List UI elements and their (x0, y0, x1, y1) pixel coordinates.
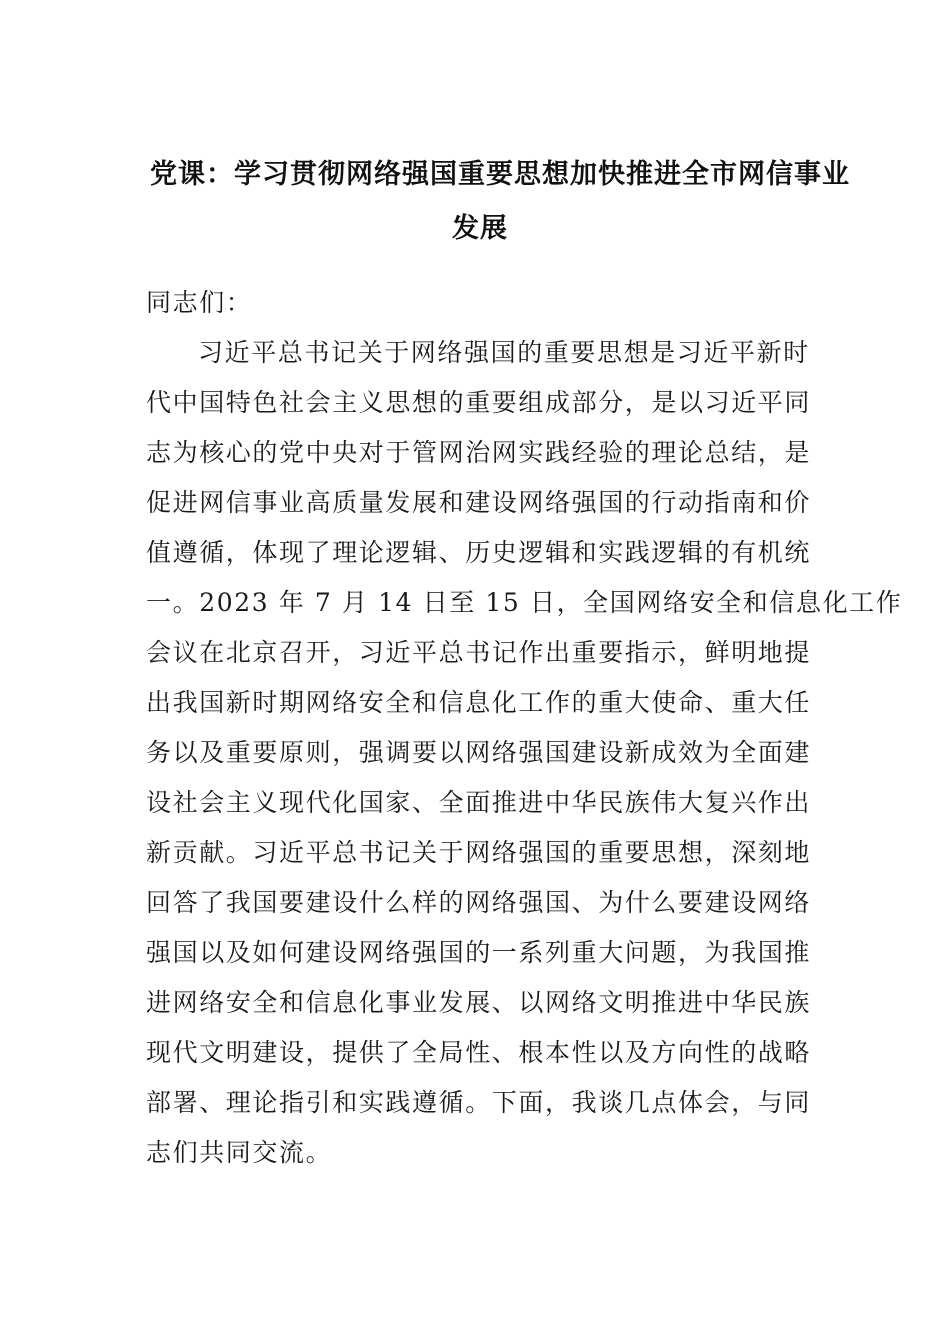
paragraph-line: 志为核心的党中央对于管网治网实践经验的理论总结，是 (146, 438, 812, 467)
paragraph-line: 新贡献。习近平总书记关于网络强国的重要思想，深刻地 (146, 838, 812, 867)
paragraph-line: 现代文明建设，提供了全局性、根本性以及方向性的战略 (146, 1038, 812, 1067)
paragraph-line: 出我国新时期网络安全和信息化工作的重大使命、重大任 (146, 688, 812, 717)
paragraph-line: 务以及重要原则，强调要以网络强国建设新成效为全面建 (146, 738, 812, 767)
title-line-1: 党课：学习贯彻网络强国重要思想加快推进全市网信事业 (150, 159, 850, 190)
document-title (150, 148, 850, 256)
paragraph-line: 强国以及如何建设网络强国的一系列重大问题，为我国推 (146, 938, 812, 967)
paragraph-line: 习近平总书记关于网络强国的重要思想是习近平新时 (198, 338, 810, 367)
title-line-2: 发展 (452, 213, 508, 244)
paragraph-line: 志们共同交流。 (146, 1138, 333, 1167)
paragraph-line: 设社会主义现代化国家、全面推进中华民族伟大复兴作出 (146, 788, 812, 817)
paragraph-line: 促进网信事业高质量发展和建设网络强国的行动指南和价 (146, 488, 812, 517)
salutation: 同志们： (146, 288, 253, 317)
paragraph-line: 一。2023 年 7 月 14 日至 15 日，全国网络安全和信息化工作 (146, 588, 903, 617)
paragraph-line: 部署、理论指引和实践遵循。下面，我谈几点体会，与同 (146, 1088, 812, 1117)
paragraph-line: 回答了我国要建设什么样的网络强国、为什么要建设网络 (146, 888, 812, 917)
paragraph-line: 值遵循，体现了理论逻辑、历史逻辑和实践逻辑的有机统 (146, 538, 812, 567)
paragraph-line: 代中国特色社会主义思想的重要组成部分，是以习近平同 (146, 388, 812, 417)
paragraph-line: 进网络安全和信息化事业发展、以网络文明推进中华民族 (146, 988, 812, 1017)
paragraph-line: 会议在北京召开，习近平总书记作出重要指示，鲜明地提 (146, 638, 812, 667)
